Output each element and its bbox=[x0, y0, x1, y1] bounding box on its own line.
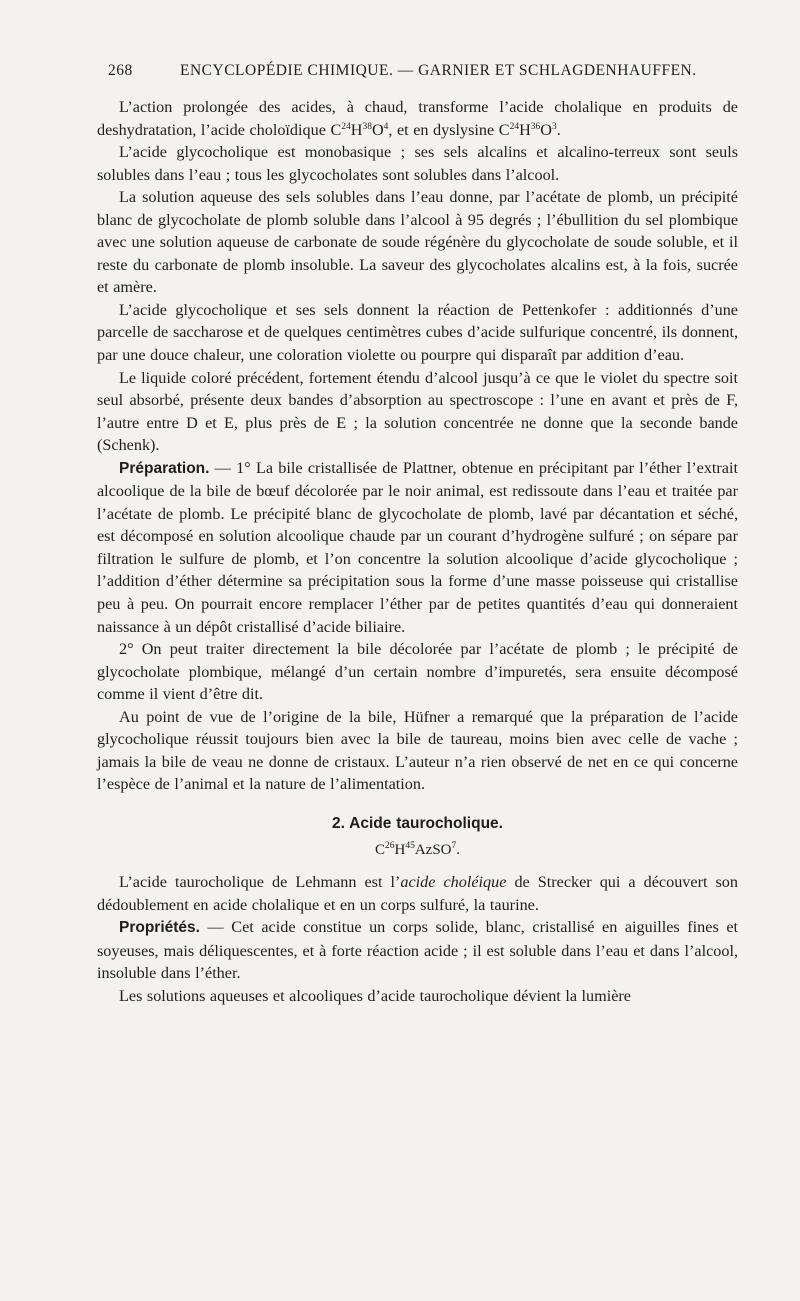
section-title: 2. Acide taurocholique. bbox=[332, 814, 503, 832]
paragraph-pettenkofer: L’acide glycocholique et ses sels donnent la réaction de Pettenkofer : additionnés d’une parcelle de saccharose et de quelques centimètres cubes d’acide sulfurique concentré, ils donnent, par une douce chaleur, une coloration violette ou pourpre qui disparaît par addition d’eau. bbox=[97, 300, 738, 365]
proprietes-label: Propriétés. bbox=[119, 919, 200, 937]
paragraph-origine-bile: Au point de vue de l’origine de la bile, Hüfner a remarqué que la préparation de l’acide glycocholique réussit toujours bien avec la bile de taureau, moins bien avec celle de vache ; jamais la bile de veau ne donne de cristaux. L’auteur n’a rien observé de net en ce qui concerne l’espèce de l’animal et la nature de l’alimentation. bbox=[97, 707, 738, 794]
paragraph-deshydratation: L’action prolongée des acides, à chaud, transforme l’acide cholalique en produits de deshydratation, l’acide choloïdique $C^{24}H^{38}O^4$, et en dyslysine $C^{24}H^{36}O^3$. bbox=[97, 98, 738, 139]
page-number: 268 bbox=[108, 62, 133, 79]
page-body bbox=[97, 96, 738, 1007]
section-formula: $C^{26}H^{45}AzSO^7$. bbox=[374, 840, 461, 858]
paragraph-lehmann: L’acide taurocholique de Lehmann est l’acide choléique de Strecker qui a découvert son dédoublement en acide cholalique et en un corps sulfuré, la taurine. bbox=[97, 873, 738, 914]
paragraph-preparation: Préparation. — 1° La bile cristallisée de Plattner, obtenue en précipitant par l’éther l’extrait alcoolique de la bile de bœuf décolorée par le noir animal, est redissoute dans l’eau et traitée par l’acétate de plomb. Le précipité blanc de glycocholate de plomb, lavé par décantation et séché, est décomposé en solution alcoolique chaude par un courant d’hydrogène sulfuré ; on sépare par filtration le sulfure de plomb, et l’on concentre la solution alcoolique d’acide glycocholique ; l’addition d’éther détermine sa précipitation sous la forme d’une masse poisseuse qui cristallise peu à peu. On pourrait encore remplacer l’éther par de petites quantités d’eau qui donneraient naissance à un dépôt cristallisé d’acide biliaire. bbox=[97, 458, 738, 636]
paragraph-monobasique: L’acide glycocholique est monobasique ; ses sels alcalins et alcalino-terreux sont seuls solubles dans l’eau ; tous les glycocholates sont solubles dans l’alcool. bbox=[97, 143, 738, 184]
paragraph-lumiere: Les solutions aqueuses et alcooliques d’acide taurocholique dévient la lumière bbox=[119, 986, 631, 1005]
paragraph-methode-2: 2° On peut traiter directement la bile décolorée par l’acétate de plomb ; le précipité de glycocholate plombique, mélangé d’un certain nombre d’impuretés, sera ensuite décomposé comme il vient d’être dit. bbox=[97, 640, 738, 704]
paragraph-proprietes: Propriétés. — Cet acide constitue un corps solide, blanc, cristallisé en aiguilles fines et soyeuses, mais déliquescentes, et à forte réaction acide ; il est soluble dans l’eau et dans l’alcool, insoluble dans l’éther. bbox=[97, 918, 738, 983]
paragraph-solution-aqueuse: La solution aqueuse des sels solubles dans l’eau donne, par l’acétate de plomb, un précipité blanc de glycocholate de plomb soluble dans l’alcool à 95 degrés ; l’ébullition du sel plombique avec une solution aqueuse de carbonate de soude régénère du glycocholate de soude soluble, et il reste du carbonate de plomb insoluble. La saveur des glycocholates alcalins est, à la fois, sucrée et amère. bbox=[97, 188, 738, 297]
paragraph-spectre: Le liquide coloré précédent, fortement étendu d’alcool jusqu’à ce que le violet du spectre soit seul absorbé, présente deux bandes d’absorption au spectroscope : l’une en avant et près de F, l’autre entre D et E, plus près de E ; la solution concentrée ne donne que la seconde bande (Schenk). bbox=[97, 368, 738, 455]
preparation-label: Préparation. bbox=[119, 459, 210, 477]
running-title: ENCYCLOPÉDIE CHIMIQUE. — GARNIER ET SCHLAGDENHAUFFEN. bbox=[180, 62, 697, 79]
